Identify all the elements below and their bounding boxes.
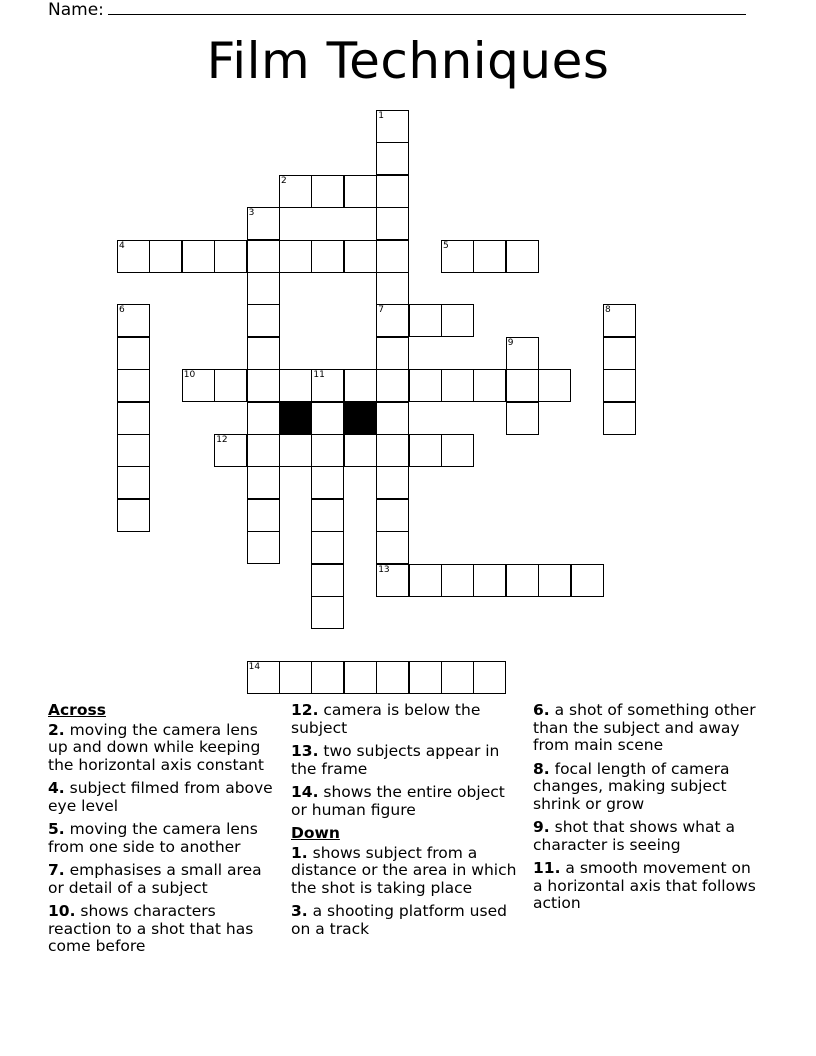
page-title: Film Techniques bbox=[206, 32, 610, 90]
grid-cell[interactable] bbox=[311, 466, 344, 499]
grid-cell[interactable] bbox=[311, 369, 344, 402]
grid-cell[interactable] bbox=[409, 564, 442, 597]
grid-cell[interactable] bbox=[247, 402, 280, 435]
clues-column-3 bbox=[533, 702, 765, 919]
grid-cell[interactable] bbox=[409, 369, 442, 402]
clue-text: shows characters reaction to a shot that has come before bbox=[48, 902, 254, 955]
cell-number: 9 bbox=[507, 337, 514, 348]
grid-cell[interactable] bbox=[117, 337, 150, 370]
grid-cell[interactable] bbox=[603, 304, 636, 337]
grid-cell[interactable] bbox=[409, 434, 442, 467]
clue-text: moving the camera lens from one side to another bbox=[48, 820, 258, 856]
grid-cell[interactable] bbox=[117, 466, 150, 499]
clue-item bbox=[533, 819, 765, 854]
grid-cell[interactable] bbox=[279, 240, 312, 273]
clues-column-1 bbox=[48, 702, 280, 962]
grid-cell[interactable] bbox=[441, 240, 474, 273]
grid-cell[interactable] bbox=[441, 304, 474, 337]
grid-cell[interactable] bbox=[117, 240, 150, 273]
cell-number: 2 bbox=[281, 175, 287, 186]
clue-text: emphasises a small area or detail of a subject bbox=[48, 861, 262, 897]
cell-number: 11 bbox=[313, 370, 325, 381]
name-label: Name: bbox=[48, 0, 104, 20]
down-heading: Down bbox=[291, 824, 340, 842]
grid-cell[interactable] bbox=[214, 240, 247, 273]
grid-cell[interactable] bbox=[344, 175, 377, 208]
grid-cell[interactable] bbox=[279, 175, 312, 208]
grid-cell[interactable] bbox=[376, 531, 409, 564]
cell-number: 1 bbox=[378, 111, 384, 121]
grid-cell[interactable] bbox=[344, 661, 377, 694]
grid-cell[interactable] bbox=[473, 564, 506, 597]
clue-number: 4. bbox=[48, 779, 65, 797]
grid-cell[interactable] bbox=[376, 434, 409, 467]
grid-cell[interactable] bbox=[214, 369, 247, 402]
grid-cell[interactable] bbox=[603, 369, 636, 402]
clue-item bbox=[291, 743, 523, 778]
grid-cell[interactable] bbox=[214, 434, 247, 467]
cell-number: 3 bbox=[248, 208, 255, 219]
cell-number: 12 bbox=[216, 435, 228, 445]
grid-cell[interactable] bbox=[441, 369, 474, 402]
grid-cell[interactable] bbox=[506, 240, 539, 273]
grid-cell[interactable] bbox=[376, 337, 409, 370]
grid-cell[interactable] bbox=[473, 369, 506, 402]
grid-block-cell bbox=[344, 402, 377, 435]
grid-cell[interactable] bbox=[279, 661, 312, 694]
grid-cell[interactable] bbox=[247, 369, 280, 402]
clue-number: 5. bbox=[48, 820, 65, 838]
grid-cell[interactable] bbox=[376, 661, 409, 694]
clues-column-2 bbox=[291, 702, 523, 944]
grid-cell[interactable] bbox=[311, 531, 344, 564]
grid-cell[interactable] bbox=[441, 434, 474, 467]
grid-cell[interactable] bbox=[376, 466, 409, 499]
clue-item bbox=[533, 761, 765, 814]
grid-cell[interactable] bbox=[247, 661, 280, 694]
clue-number: 14. bbox=[291, 783, 319, 801]
clue-text: focal length of camera changes, making subject shrink or grow bbox=[533, 759, 730, 813]
grid-cell[interactable] bbox=[376, 272, 409, 305]
clue-text: shows subject from a distance or the area in which the shot is taking place bbox=[291, 843, 517, 897]
grid-cell[interactable] bbox=[117, 402, 150, 435]
clue-text: two subjects appear in the frame bbox=[291, 742, 500, 778]
clue-item bbox=[533, 702, 765, 755]
clue-number: 9. bbox=[533, 818, 550, 836]
clue-text: subject filmed from above eye level bbox=[48, 779, 273, 815]
grid-cell[interactable] bbox=[247, 434, 280, 467]
grid-cell[interactable] bbox=[311, 661, 344, 694]
grid-cell[interactable] bbox=[247, 499, 280, 532]
grid-cell[interactable] bbox=[149, 240, 182, 273]
clue-text: shows the entire object or human figure bbox=[291, 783, 505, 819]
cell-number: 14 bbox=[248, 661, 261, 672]
grid-cell[interactable] bbox=[603, 402, 636, 435]
clue-item bbox=[291, 903, 523, 938]
grid-cell[interactable] bbox=[279, 369, 312, 402]
grid-cell[interactable] bbox=[311, 175, 344, 208]
grid-cell[interactable] bbox=[441, 661, 474, 694]
grid-cell[interactable] bbox=[117, 304, 150, 337]
grid-cell[interactable] bbox=[117, 434, 150, 467]
grid-cell[interactable] bbox=[409, 304, 442, 337]
grid-cell[interactable] bbox=[344, 434, 377, 467]
grid-cell[interactable] bbox=[247, 207, 280, 240]
grid-cell[interactable] bbox=[376, 499, 409, 532]
grid-cell[interactable] bbox=[538, 369, 571, 402]
clue-text: moving the camera lens up and down while keeping the horizontal axis constant bbox=[48, 720, 264, 774]
clue-number: 2. bbox=[48, 720, 65, 739]
grid-cell[interactable] bbox=[247, 466, 280, 499]
clue-text: camera is below the subject bbox=[291, 701, 481, 737]
grid-cell[interactable] bbox=[344, 369, 377, 402]
clue-item bbox=[291, 702, 523, 737]
clue-number: 8. bbox=[533, 759, 550, 778]
cell-number: 7 bbox=[378, 305, 384, 316]
clue-item bbox=[291, 784, 523, 819]
clue-text: a shot of something other than the subject and away from main scene bbox=[533, 701, 756, 754]
clue-text: a shooting platform used on a track bbox=[291, 902, 507, 938]
grid-cell[interactable] bbox=[311, 564, 344, 597]
clue-item bbox=[48, 780, 280, 815]
grid-cell[interactable] bbox=[311, 434, 344, 467]
clue-item bbox=[48, 821, 280, 856]
grid-cell[interactable] bbox=[376, 369, 409, 402]
clue-number: 1. bbox=[291, 843, 308, 862]
grid-cell[interactable] bbox=[409, 661, 442, 694]
clue-number: 3. bbox=[291, 902, 308, 920]
grid-cell[interactable] bbox=[506, 564, 539, 597]
grid-cell[interactable] bbox=[473, 240, 506, 273]
grid-cell[interactable] bbox=[506, 369, 539, 402]
grid-cell[interactable] bbox=[376, 240, 409, 273]
grid-cell[interactable] bbox=[376, 402, 409, 435]
cell-number: 13 bbox=[378, 564, 390, 575]
grid-cell[interactable] bbox=[311, 499, 344, 532]
cell-number: 10 bbox=[183, 370, 196, 381]
grid-cell[interactable] bbox=[344, 240, 377, 273]
grid-cell[interactable] bbox=[247, 337, 280, 370]
clue-item bbox=[48, 862, 280, 897]
grid-cell[interactable] bbox=[182, 369, 215, 402]
grid-cell[interactable] bbox=[311, 402, 344, 435]
clue-item bbox=[48, 722, 280, 775]
grid-cell[interactable] bbox=[506, 337, 539, 370]
cell-number: 4 bbox=[119, 240, 125, 251]
grid-cell[interactable] bbox=[376, 304, 409, 337]
grid-cell[interactable] bbox=[117, 369, 150, 402]
clue-number: 12. bbox=[291, 701, 319, 719]
clue-item bbox=[48, 903, 280, 956]
clue-item bbox=[533, 860, 765, 913]
clue-text: a smooth movement on a horizontal axis that follows action bbox=[533, 859, 756, 912]
clue-number: 11. bbox=[533, 859, 561, 877]
grid-cell[interactable] bbox=[311, 240, 344, 273]
grid-cell[interactable] bbox=[182, 240, 215, 273]
grid-cell[interactable] bbox=[473, 661, 506, 694]
grid-cell[interactable] bbox=[538, 564, 571, 597]
grid-cell[interactable] bbox=[376, 175, 409, 208]
grid-cell[interactable] bbox=[441, 564, 474, 597]
clue-number: 6. bbox=[533, 701, 550, 719]
grid-cell[interactable] bbox=[247, 240, 280, 273]
clue-number: 7. bbox=[48, 861, 65, 879]
clue-text: shot that shows what a character is seeing bbox=[533, 818, 735, 854]
grid-cell[interactable] bbox=[247, 272, 280, 305]
grid-cell[interactable] bbox=[376, 207, 409, 240]
grid-cell[interactable] bbox=[603, 337, 636, 370]
grid-cell[interactable] bbox=[311, 596, 344, 629]
grid-cell[interactable] bbox=[247, 531, 280, 564]
cell-number: 8 bbox=[605, 305, 611, 316]
clue-number: 10. bbox=[48, 902, 76, 920]
clue-number: 13. bbox=[291, 742, 319, 760]
cell-number: 5 bbox=[443, 240, 449, 251]
grid-cell[interactable] bbox=[376, 564, 409, 597]
grid-cell[interactable] bbox=[376, 110, 409, 143]
grid-cell[interactable] bbox=[247, 304, 280, 337]
grid-cell[interactable] bbox=[506, 402, 539, 435]
across-heading: Across bbox=[48, 701, 106, 719]
grid-cell[interactable] bbox=[279, 434, 312, 467]
grid-cell[interactable] bbox=[571, 564, 604, 597]
cell-number: 6 bbox=[119, 305, 125, 316]
grid-cell[interactable] bbox=[376, 142, 409, 175]
grid-block-cell bbox=[279, 402, 312, 435]
grid-cell[interactable] bbox=[117, 499, 150, 532]
clue-item bbox=[291, 845, 523, 898]
